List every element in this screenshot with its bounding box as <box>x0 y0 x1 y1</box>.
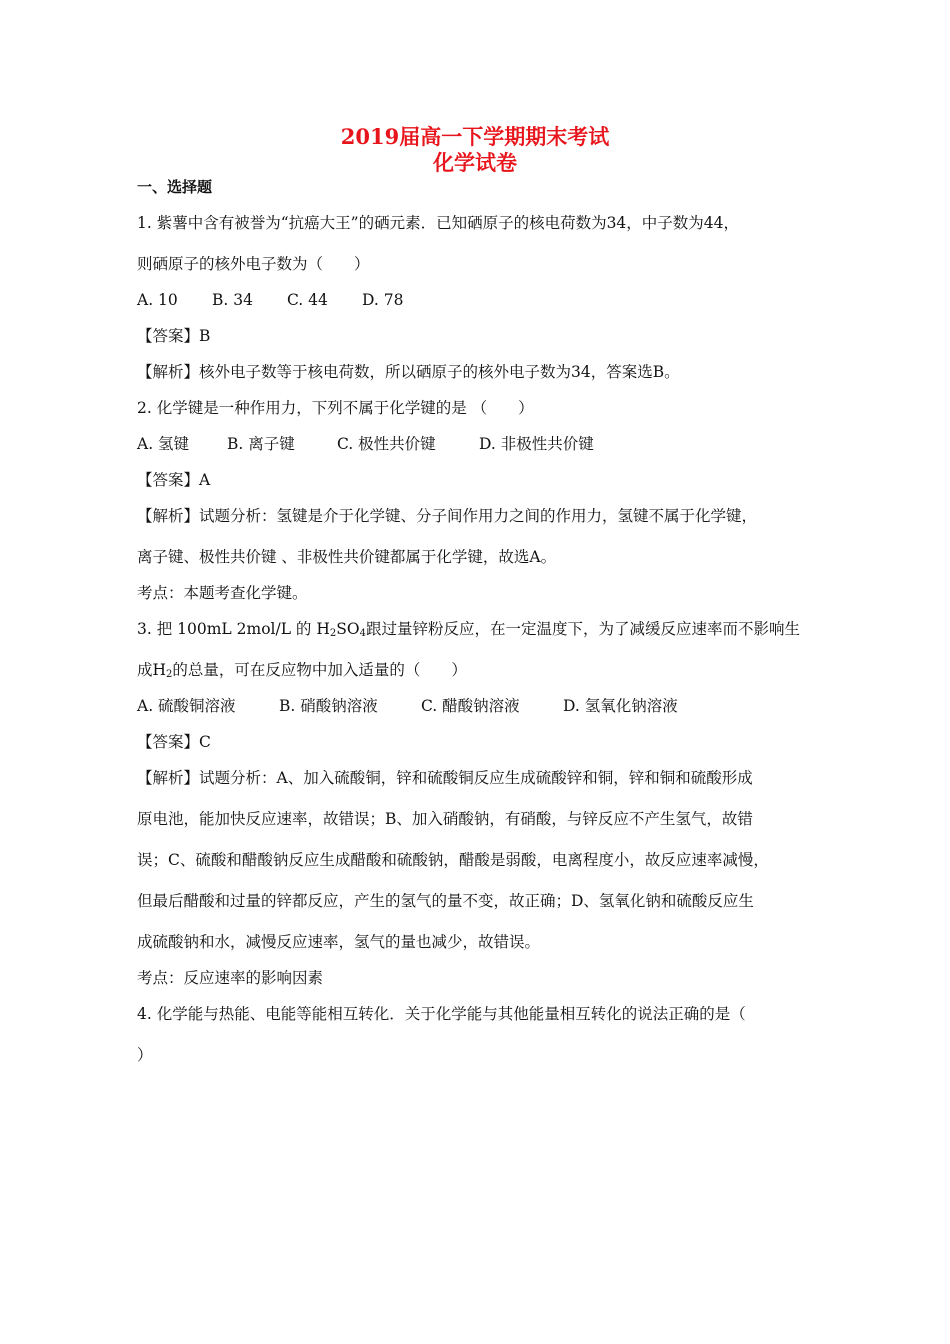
subscript: 4 <box>359 628 366 639</box>
option-b: B. 离子键 <box>227 435 295 453</box>
option-b: B. 硝酸钠溶液 <box>279 697 378 715</box>
option-c: C. 极性共价键 <box>337 435 436 453</box>
question-3-text <box>137 618 800 640</box>
question-1-text-cont: 则硒原子的核外电子数为（ ） <box>137 255 370 273</box>
question-2-text: 2. 化学键是一种作用力，下列不属于化学键的是 （ ） <box>137 399 534 417</box>
question-3-text-part: SO <box>336 620 360 638</box>
question-3-options <box>137 695 678 717</box>
question-3-analysis: 【解析】试题分析：A、加入硫酸铜，锌和硫酸铜反应生成硫酸锌和铜，锌和铜和硫酸形成 <box>137 769 753 787</box>
question-4-text: 4. 化学能与热能、电能等能相互转化．关于化学能与其他能量相互转化的说法正确的是（ <box>137 1005 746 1023</box>
question-2-analysis-cont: 离子键、极性共价键 、非极性共价键都属于化学键，故选A。 <box>137 548 557 566</box>
option-c: C. 醋酸钠溶液 <box>421 697 520 715</box>
question-3-text-part: 跟过量锌粉反应，在一定温度下，为了减缓反应速率而不影响生 <box>365 620 800 638</box>
subscript: 2 <box>329 628 337 639</box>
question-2-options <box>137 433 594 455</box>
question-3-analysis-cont: 但最后醋酸和过量的锌都反应，产生的氢气的量不变，故正确；D、氢氧化钠和硫酸反应生 <box>137 892 754 910</box>
question-1-text: 1. 紫薯中含有被誉为“抗癌大王”的硒元素．已知硒原子的核电荷数为34，中子数为44， <box>137 214 740 232</box>
question-3-text-part: 的总量，可在反应物中加入适量的（ ） <box>172 661 467 679</box>
section-heading: 一、选择题 <box>137 178 213 196</box>
question-2-answer: 【答案】A <box>137 471 211 489</box>
question-3-analysis-cont: 成硫酸钠和水，减慢反应速率，氢气的量也减少，故错误。 <box>137 933 541 951</box>
question-3-analysis-cont: 原电池，能加快反应速率，故错误；B、加入硝酸钠，有硝酸，与锌反应不产生氢气，故错 <box>137 810 753 828</box>
question-2-point: 考点：本题考查化学键。 <box>137 584 308 602</box>
option-d: D. 78 <box>362 291 404 309</box>
question-3-point: 考点：反应速率的影响因素 <box>137 969 324 987</box>
option-d: D. 氢氧化钠溶液 <box>563 697 678 715</box>
option-a: A. 10 <box>137 291 178 309</box>
question-3-text-part: 3. 把 100mL 2mol/L 的 H <box>137 620 330 638</box>
question-3-answer: 【答案】C <box>137 733 211 751</box>
option-a: A. 氢键 <box>137 435 190 453</box>
exam-subtitle: 化学试卷 <box>433 150 517 175</box>
question-4-text-cont: ） <box>137 1046 153 1064</box>
question-1-analysis: 【解析】核外电子数等于核电荷数，所以硒原子的核外电子数为34，答案选B。 <box>137 363 680 381</box>
question-3-analysis-cont: 误；C、硫酸和醋酸钠反应生成醋酸和硫酸钠，醋酸是弱酸，电离程度小，故反应速率减慢， <box>137 851 769 869</box>
option-d: D. 非极性共价键 <box>479 435 594 453</box>
question-1-options <box>137 289 403 311</box>
question-3-text-cont <box>137 659 467 681</box>
question-3-text-part: 成H <box>137 661 167 679</box>
option-c: C. 44 <box>287 291 328 309</box>
question-2-analysis: 【解析】试题分析：氢键是介于化学键、分子间作用力之间的作用力，氢键不属于化学键， <box>137 507 758 525</box>
question-1-answer: 【答案】B <box>137 327 211 345</box>
subscript: 2 <box>166 669 173 680</box>
option-a: A. 硫酸铜溶液 <box>137 697 236 715</box>
option-b: B. 34 <box>212 291 253 309</box>
exam-title: 2019届高一下学期期末考试 <box>340 124 610 149</box>
